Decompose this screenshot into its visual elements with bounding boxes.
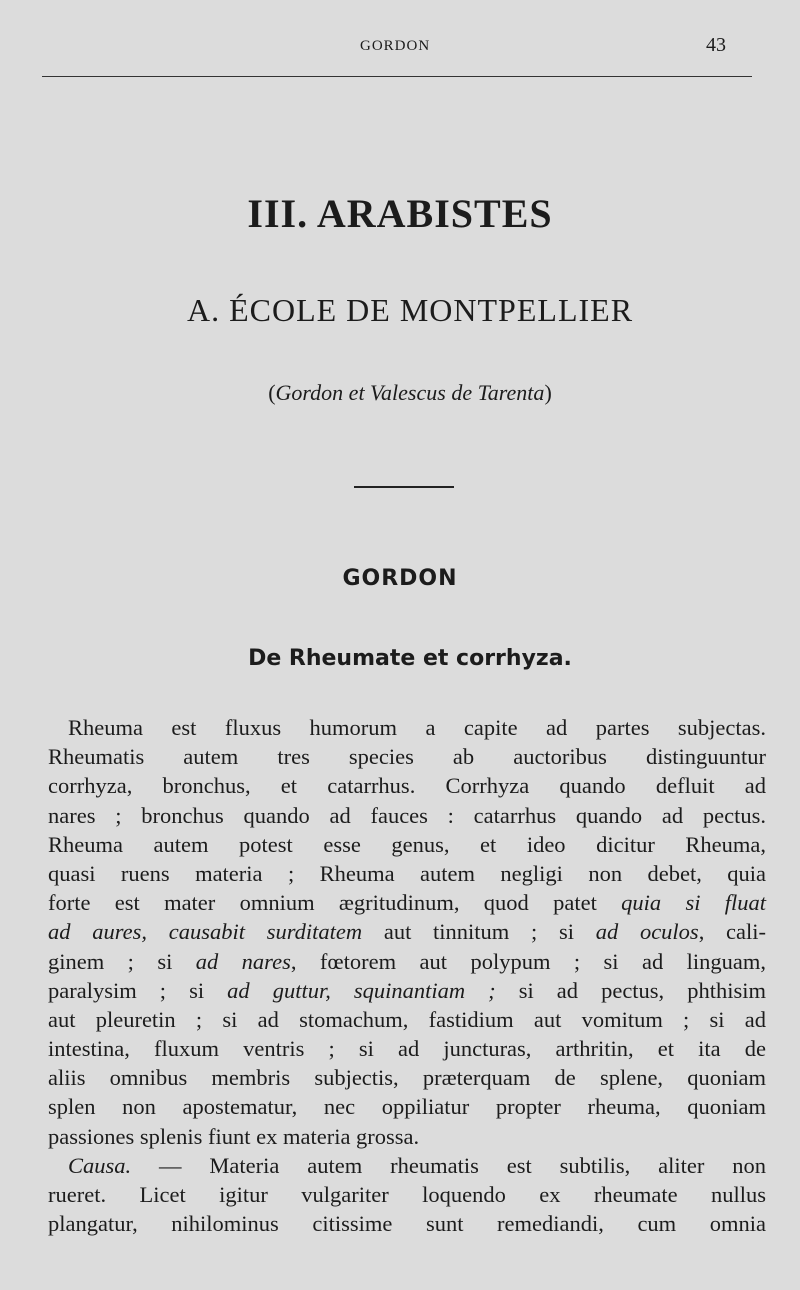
- text-line: rueret. Licet igitur vulgariter loquendo ex rheumate nullus: [48, 1182, 766, 1207]
- text-line: Rheuma est fluxus humorum a capite ad partes subjectas.: [68, 715, 766, 740]
- text-line: [48, 888, 766, 917]
- chapter-title: De Rheumate et corrhyza.: [248, 646, 572, 671]
- text-run-italic: ad aures, causabit surditatem: [48, 919, 363, 945]
- text-run: , cali-: [698, 919, 766, 945]
- text-line: [48, 917, 766, 946]
- text-line: aliis omnibus membris subjectis, præterquam de splene, quoniam: [48, 1065, 766, 1091]
- text-run: si ad pectus, phthisim: [495, 977, 766, 1003]
- page-number: 43: [706, 34, 726, 56]
- subtitle-open-paren: (: [268, 380, 276, 405]
- text-line: corrhyza, bronchus, et catarrhus. Corrhyza quando defluit ad: [48, 773, 766, 799]
- author-heading: GORDON: [342, 566, 458, 591]
- text-run: aut tinnitum ; si: [362, 919, 596, 945]
- text-line: [48, 976, 766, 1005]
- text-line: nares ; bronchus quando ad fauces : catarrhus quando ad pectus.: [48, 802, 766, 828]
- section-divider: [354, 486, 454, 488]
- text-line: Rheuma autem potest esse genus, et ideo dicitur Rheuma,: [48, 831, 766, 857]
- running-head: [0, 34, 800, 58]
- text-run: ginem ; si: [48, 948, 196, 974]
- text-run-italic: ad guttur, squinantiam ;: [227, 977, 496, 1003]
- text-line: [48, 947, 766, 976]
- text-run: paralysim ; si: [48, 977, 228, 1003]
- text-line: plangatur, nihilominus citissime sunt remediandi, cum omnia: [48, 1211, 766, 1237]
- text-line: quasi ruens materia ; Rheuma autem negligi non debet, quia: [48, 860, 766, 886]
- text-run-italic: Causa.: [68, 1152, 132, 1178]
- subtitle-close-paren: ): [544, 380, 552, 405]
- text-run: forte est mater omnium ægritudinum, quod patet: [48, 890, 622, 916]
- text-run-italic: ad oculos: [595, 919, 699, 945]
- part-title: III. ARABISTES: [247, 191, 553, 236]
- text-run: , fœtorem aut polypum ; si ad linguam,: [290, 948, 767, 974]
- subtitle: [0, 380, 800, 406]
- text-line: splen non apostematur, nec oppiliatur propter rheuma, quoniam: [48, 1094, 766, 1120]
- text-run-italic: quia si fluat: [621, 890, 767, 916]
- text-line: Rheumatis autem tres species ab auctoribus distinguuntur: [48, 744, 766, 770]
- running-title: GORDON: [360, 38, 431, 54]
- text-run-italic: ad nares: [195, 948, 291, 974]
- subtitle-text: Gordon et Valescus de Tarenta: [275, 380, 545, 405]
- header-rule: [42, 76, 752, 77]
- text-line: intestina, fluxum ventris ; si ad juncturas, arthritin, et ita de: [48, 1036, 766, 1062]
- text-line: aut pleuretin ; si ad stomachum, fastidium aut vomitum ; si ad: [48, 1006, 766, 1032]
- text-line: passiones splenis fiunt ex materia grossa.: [48, 1123, 420, 1149]
- text-line: [48, 1151, 766, 1180]
- body-text: [48, 713, 766, 1238]
- section-title: A. ÉCOLE DE MONTPELLIER: [186, 292, 634, 328]
- text-run: — Materia autem rheumatis est subtilis, aliter non: [131, 1152, 766, 1178]
